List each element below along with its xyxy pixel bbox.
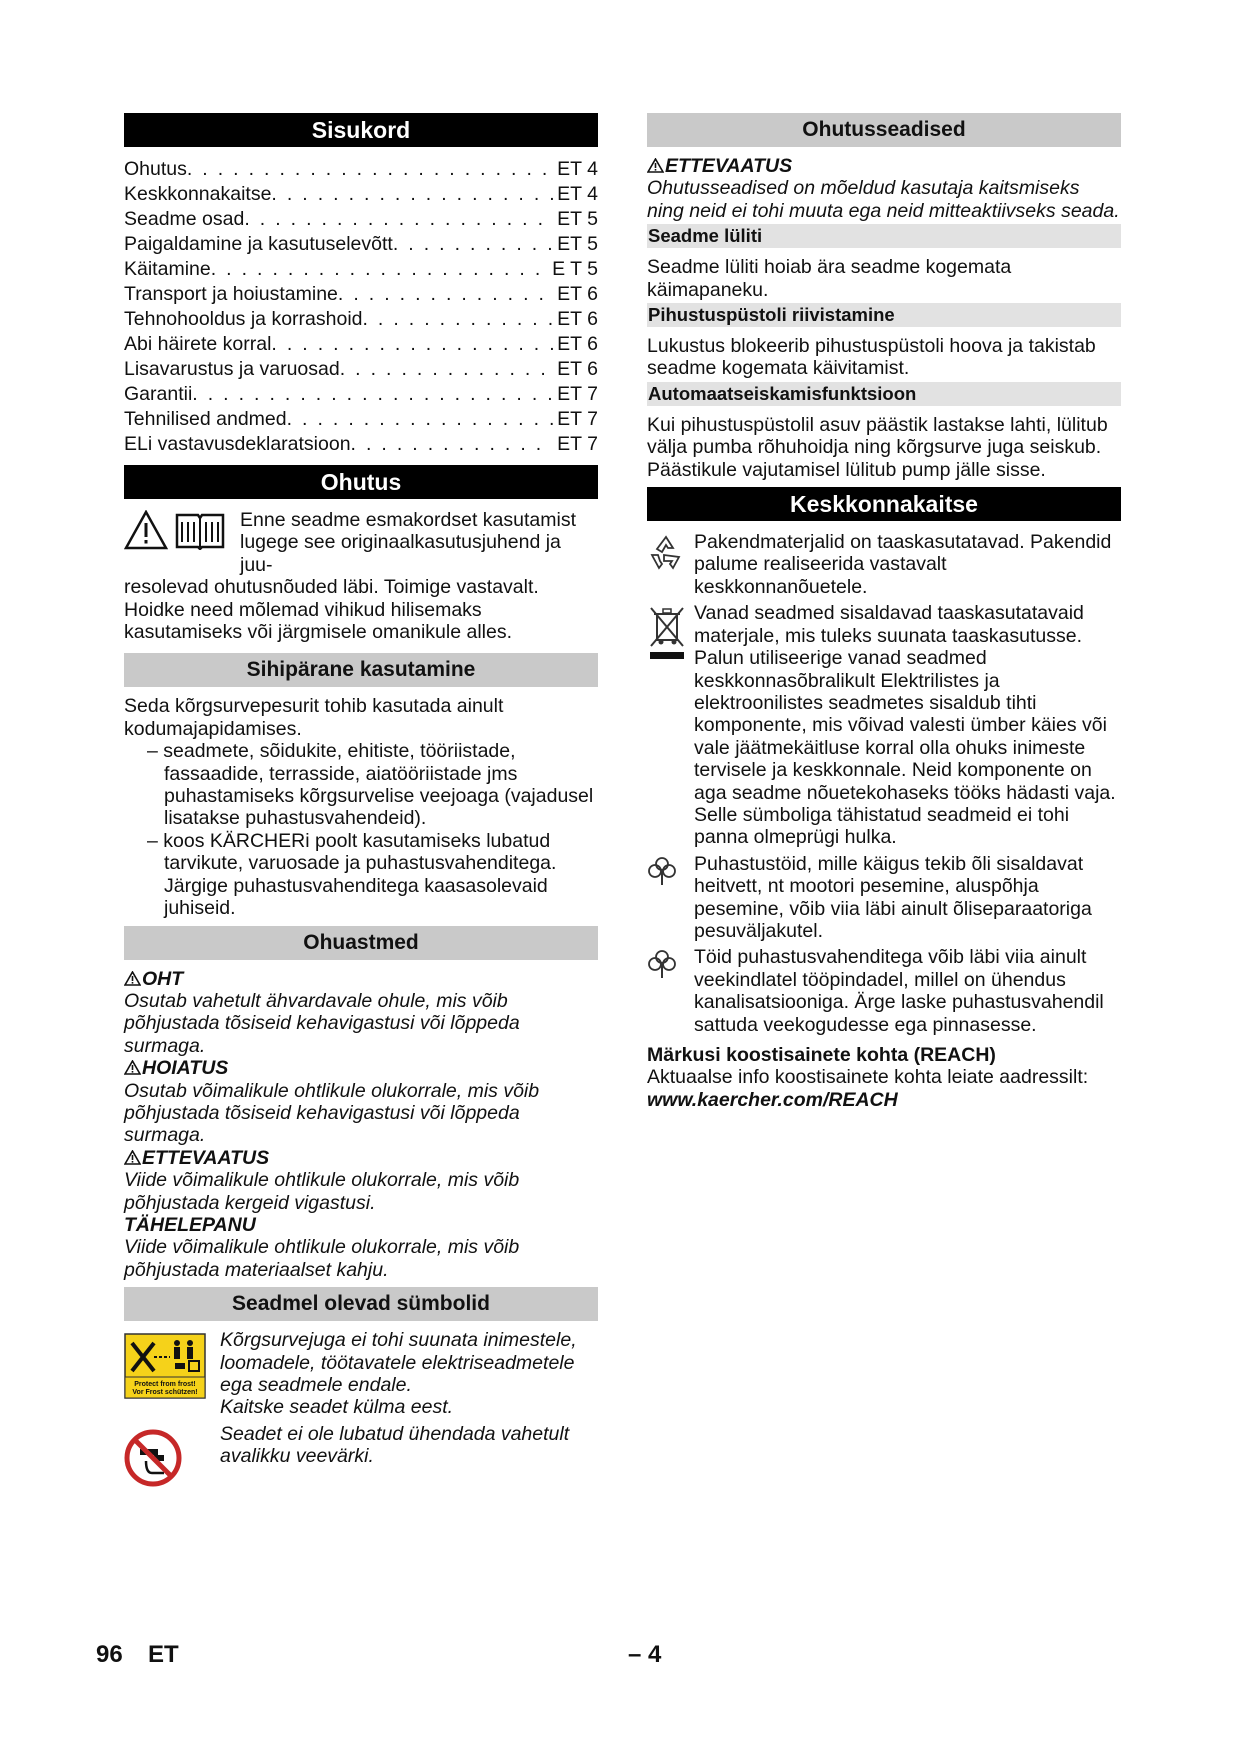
manual-book-icon (174, 510, 226, 550)
ohutus-intro-line1: Enne seadme esmakordset kasutamist (240, 509, 576, 531)
toc-entry[interactable] (124, 357, 598, 382)
automaatseiskamis-text: Kui pihustuspüstolil asuv päästik lastakse lahti, lülitub välja pumba rõhuhoidja ning kõrgsurve juga seiskub. Päästikule vajutamisel lülitub pump jälle sisse. (647, 413, 1108, 481)
hazard-text-tahelepanu: Viide võimalikule ohtlikule olukorrale, mis võib põhjustada materiaalset kahju. (124, 1236, 520, 1281)
reach-heading: Märkusi koostisainete kohta (REACH) (647, 1044, 996, 1066)
ohutus-intro-rest: resolevad ohutusnõuded läbi. Toimige vastavalt. Hoidke need mõlemad vihikud hilisemaks kasutamiseks või järgmisele omanikule alles. (124, 576, 539, 644)
hazard-label-hoiatus (124, 1057, 598, 1079)
toc-leader-dots (211, 257, 548, 282)
symbolid-heading: Seadmel olevad sümbolid (124, 1287, 598, 1321)
env-item-2 (647, 602, 1121, 848)
sihiparane-text: Seda kõrgsurvepesurit tohib kasutada ainult kodumajapidamises. (124, 695, 504, 740)
toc-entry-title: Tehnohooldus ja korrashoid (124, 308, 363, 330)
toc-entry-title: Käitamine (124, 258, 211, 280)
toc-entry-title: Lisavarustus ja varuosad (124, 358, 340, 380)
hazard-label-oht (124, 968, 598, 990)
hazard-label-ettevaatus (124, 1147, 598, 1169)
no-public-water-connection-icon (124, 1429, 182, 1487)
ohutusseadised-warn-label (647, 155, 1121, 177)
right-column (647, 113, 1121, 1111)
toc-entry-page: ET 5 (557, 233, 598, 255)
env-item-3 (647, 853, 1121, 943)
reach-text: Aktuaalse info koostisainete kohta leiate aadressilt: (647, 1066, 1089, 1089)
toc-leader-dots (363, 307, 554, 332)
recycle-icon (647, 533, 685, 571)
toc-entry-title: Ohutus (124, 158, 187, 180)
toc-entry-page: ET 6 (557, 358, 598, 380)
toc-entry[interactable] (124, 432, 598, 457)
env-item-4-text: Töid puhastusvahenditega võib läbi viia ainult veekindlatel tööpindadel, millel on ühendus kanalisatsiooniga. Ärge laske puhastusvahendil sattuda veekogudesse ega pinnasesse. (694, 946, 1104, 1036)
toc-entry-title: Garantii (124, 383, 193, 405)
toc-entry-page: ET 6 (557, 333, 598, 355)
sign-text-line2: Vor Frost schützen! (132, 1389, 198, 1397)
toc-leader-dots (338, 282, 553, 307)
toc-leader-dots (340, 357, 553, 382)
toc-entry[interactable] (124, 407, 598, 432)
toc-entry-page: ET 4 (557, 183, 598, 205)
toc-leader-dots (393, 232, 553, 257)
toc-entry[interactable] (124, 157, 598, 182)
ohutusseadised-heading: Ohutusseadised (647, 113, 1121, 147)
sign-text-line1: Protect from frost! (134, 1381, 196, 1389)
toc-entry[interactable] (124, 207, 598, 232)
automaatseiskamis-heading: Automaatseiskamisfunktsioon (647, 382, 1121, 406)
hazard-label-hoiatus-text: HOIATUS (142, 1057, 229, 1080)
left-column (124, 113, 598, 1492)
seadme-luliti-heading: Seadme lüliti (647, 224, 1121, 248)
toc-entry[interactable] (124, 282, 598, 307)
page-number: 96 (96, 1641, 123, 1668)
toc-leader-dots (187, 157, 553, 182)
section-page-number: – 4 (628, 1641, 662, 1668)
symbol-2-text: Seadet ei ole lubatud ühendada vahetult avalikku veevärki. (220, 1422, 570, 1468)
env-item-4 (647, 946, 1121, 1036)
hazard-text-ettevaatus: Viide võimalikule ohtlikule olukorrale, mis võib põhjustada kergeid vigastusi. (124, 1169, 520, 1214)
crossed-bin-icon (647, 604, 687, 664)
hazard-label-ettevaatus-text: ETTEVAATUS (142, 1146, 270, 1169)
toc-entry-title: Seadme osad (124, 208, 245, 230)
toc-entry-title: Paigaldamine ja kasutuselevõtt (124, 233, 393, 255)
ohutus-block (124, 509, 598, 643)
toc-entry[interactable] (124, 182, 598, 207)
hazard-label-oht-text: OHT (142, 967, 184, 990)
warning-triangle-icon (124, 1060, 141, 1075)
warning-triangle-icon (124, 510, 168, 550)
toc-entry-page: ET 7 (557, 408, 598, 430)
toc-entry[interactable] (124, 382, 598, 407)
hazard-text-oht: Osutab vahetult ähvardavale ohule, mis võib põhjustada tõsiseid kehavigastusi või lõppeda surmaga. (124, 989, 520, 1057)
toc-entry[interactable] (124, 232, 598, 257)
ohutusseadised-warn-text: Ohutusseadised on mõeldud kasutaja kaitsmiseks ning neid ei tohi muuta ega neid mitteaktiivseks seada. (647, 177, 1120, 222)
symbol-1-text2: Kaitske seadet külma eest. (220, 1396, 454, 1419)
hazard-text-hoiatus: Osutab võimalikule ohtlikule olukorrale, mis võib põhjustada tõsiseid kehavigastusi või lõppeda surmaga. (124, 1079, 540, 1147)
symbol-1-text: Kõrgsurvejuga ei tohi suunata inimestele, loomadele, töötavatele elektriseadmetele ega seadmele endale. (220, 1329, 577, 1396)
toc-entry[interactable] (124, 257, 598, 282)
toc-leader-dots (287, 407, 554, 432)
env-item-3-text: Puhastustöid, mille käigus tekib õli sisaldavat heitvett, nt mootori pesemine, aluspõhja pesemine, võib viia läbi ainult õliseparaatoriga pesuväljakutel. (694, 852, 1092, 942)
high-pressure-warning-sign-icon (124, 1333, 206, 1399)
sihiparane-block (124, 695, 598, 919)
symbolid-block (124, 1329, 598, 1492)
toc-entry-title: Transport ja hoiustamine (124, 283, 338, 305)
toc-leader-dots (271, 182, 553, 207)
toc-entry-page: ET 7 (557, 433, 598, 455)
seadme-luliti-text: Seadme lüliti hoiab ära seadme kogemata käimapaneku. (647, 256, 1012, 301)
keskkonnakaitse-heading: Keskkonnakaitse (647, 487, 1121, 521)
sihiparane-item-1: – seadmete, sõidukite, ehitiste, tööriistade, fassaadide, terrasside, aiatööriistade jms puhastamiseks kõrgsurvelise veejoaga (vajadusel lisatakse puhastusvahendeid). (147, 740, 594, 830)
toc-entry-title: Abi häirete korral (124, 333, 272, 355)
toc-entry-page: ET 4 (557, 158, 598, 180)
toc-leader-dots (192, 382, 553, 407)
warning-triangle-icon (647, 158, 664, 173)
language-code: ET (148, 1641, 179, 1668)
hazard-label-tahelepanu: TÄHELEPANU (124, 1213, 256, 1236)
ohuastmed-heading: Ohuastmed (124, 926, 598, 960)
env-item-1 (647, 531, 1121, 598)
toc-leader-dots (244, 207, 553, 232)
toc-entry-title: Tehnilised andmed (124, 408, 287, 430)
ohutus-intro-line2: lugege see originaalkasutusjuhend ja juu- (240, 531, 561, 576)
toc-entry-page: ET 7 (557, 383, 598, 405)
env-item-1-text: Pakendmaterjalid on taaskasutatavad. Pakendid palume realiseerida vastavalt keskkonnanõuetele. (694, 531, 1112, 598)
ohutusseadised-warn-label-text: ETTEVAATUS (665, 155, 793, 177)
toc-entry-page: ET 6 (557, 283, 598, 305)
sihiparane-heading: Sihipärane kasutamine (124, 653, 598, 687)
pihustuspustoli-text: Lukustus blokeerib pihustuspüstoli hoova ja takistab seadme kogemata käivitamist. (647, 335, 1096, 380)
toc-entry-page: ET 5 (557, 208, 598, 230)
reach-link[interactable]: www.kaercher.com/REACH (647, 1088, 898, 1111)
toc-entry[interactable] (124, 307, 598, 332)
warning-triangle-icon (124, 1150, 141, 1165)
pihustuspustoli-heading: Pihustuspüstoli riivistamine (647, 303, 1121, 327)
keskkonnakaitse-block (647, 531, 1121, 1111)
toc-entry-page: E T 5 (552, 258, 598, 280)
toc-leader-dots (271, 332, 553, 357)
toc-entry-page: ET 6 (557, 308, 598, 330)
table-of-contents (124, 157, 598, 457)
warning-triangle-icon (124, 971, 141, 986)
toc-entry-title: ELi vastavusdeklaratsioon (124, 433, 351, 455)
toc-leader-dots (351, 432, 554, 457)
environment-icon (647, 855, 677, 887)
sihiparane-item-2: – koos KÄRCHERi poolt kasutamiseks lubatud tarvikute, varuosade ja puhastusvahenditega. Järgige puhastusvahenditega kaasasolevaid juhiseid. (147, 829, 557, 920)
toc-entry[interactable] (124, 332, 598, 357)
toc-heading: Sisukord (124, 113, 598, 147)
toc-entry-title: Keskkonnakaitse (124, 183, 272, 205)
ohuastmed-block (124, 968, 598, 1282)
environment-icon (647, 948, 677, 980)
ohutusseadised-block (647, 155, 1121, 481)
ohutus-heading: Ohutus (124, 465, 598, 499)
env-item-2-text: Vanad seadmed sisaldavad taaskasutatavaid materjale, mis tuleks suunata taaskasutusse. Palun utiliseerige vanad seadmed keskkonnasõbralikult Elektrilistes ja elektroonilistes seadmetes sisaldub tihti komponente, mis võivad valesti ümber käies või vale jäätmekäitluse korral olla ohuks inimeste tervisele ja keskkonnale. Neid komponente on aga seadme nõuetekohaseks tööks hädasti vaja. Selle sümboliga tähistatud seadmeid ei tohi panna olmeprügi hulka. (694, 602, 1116, 849)
